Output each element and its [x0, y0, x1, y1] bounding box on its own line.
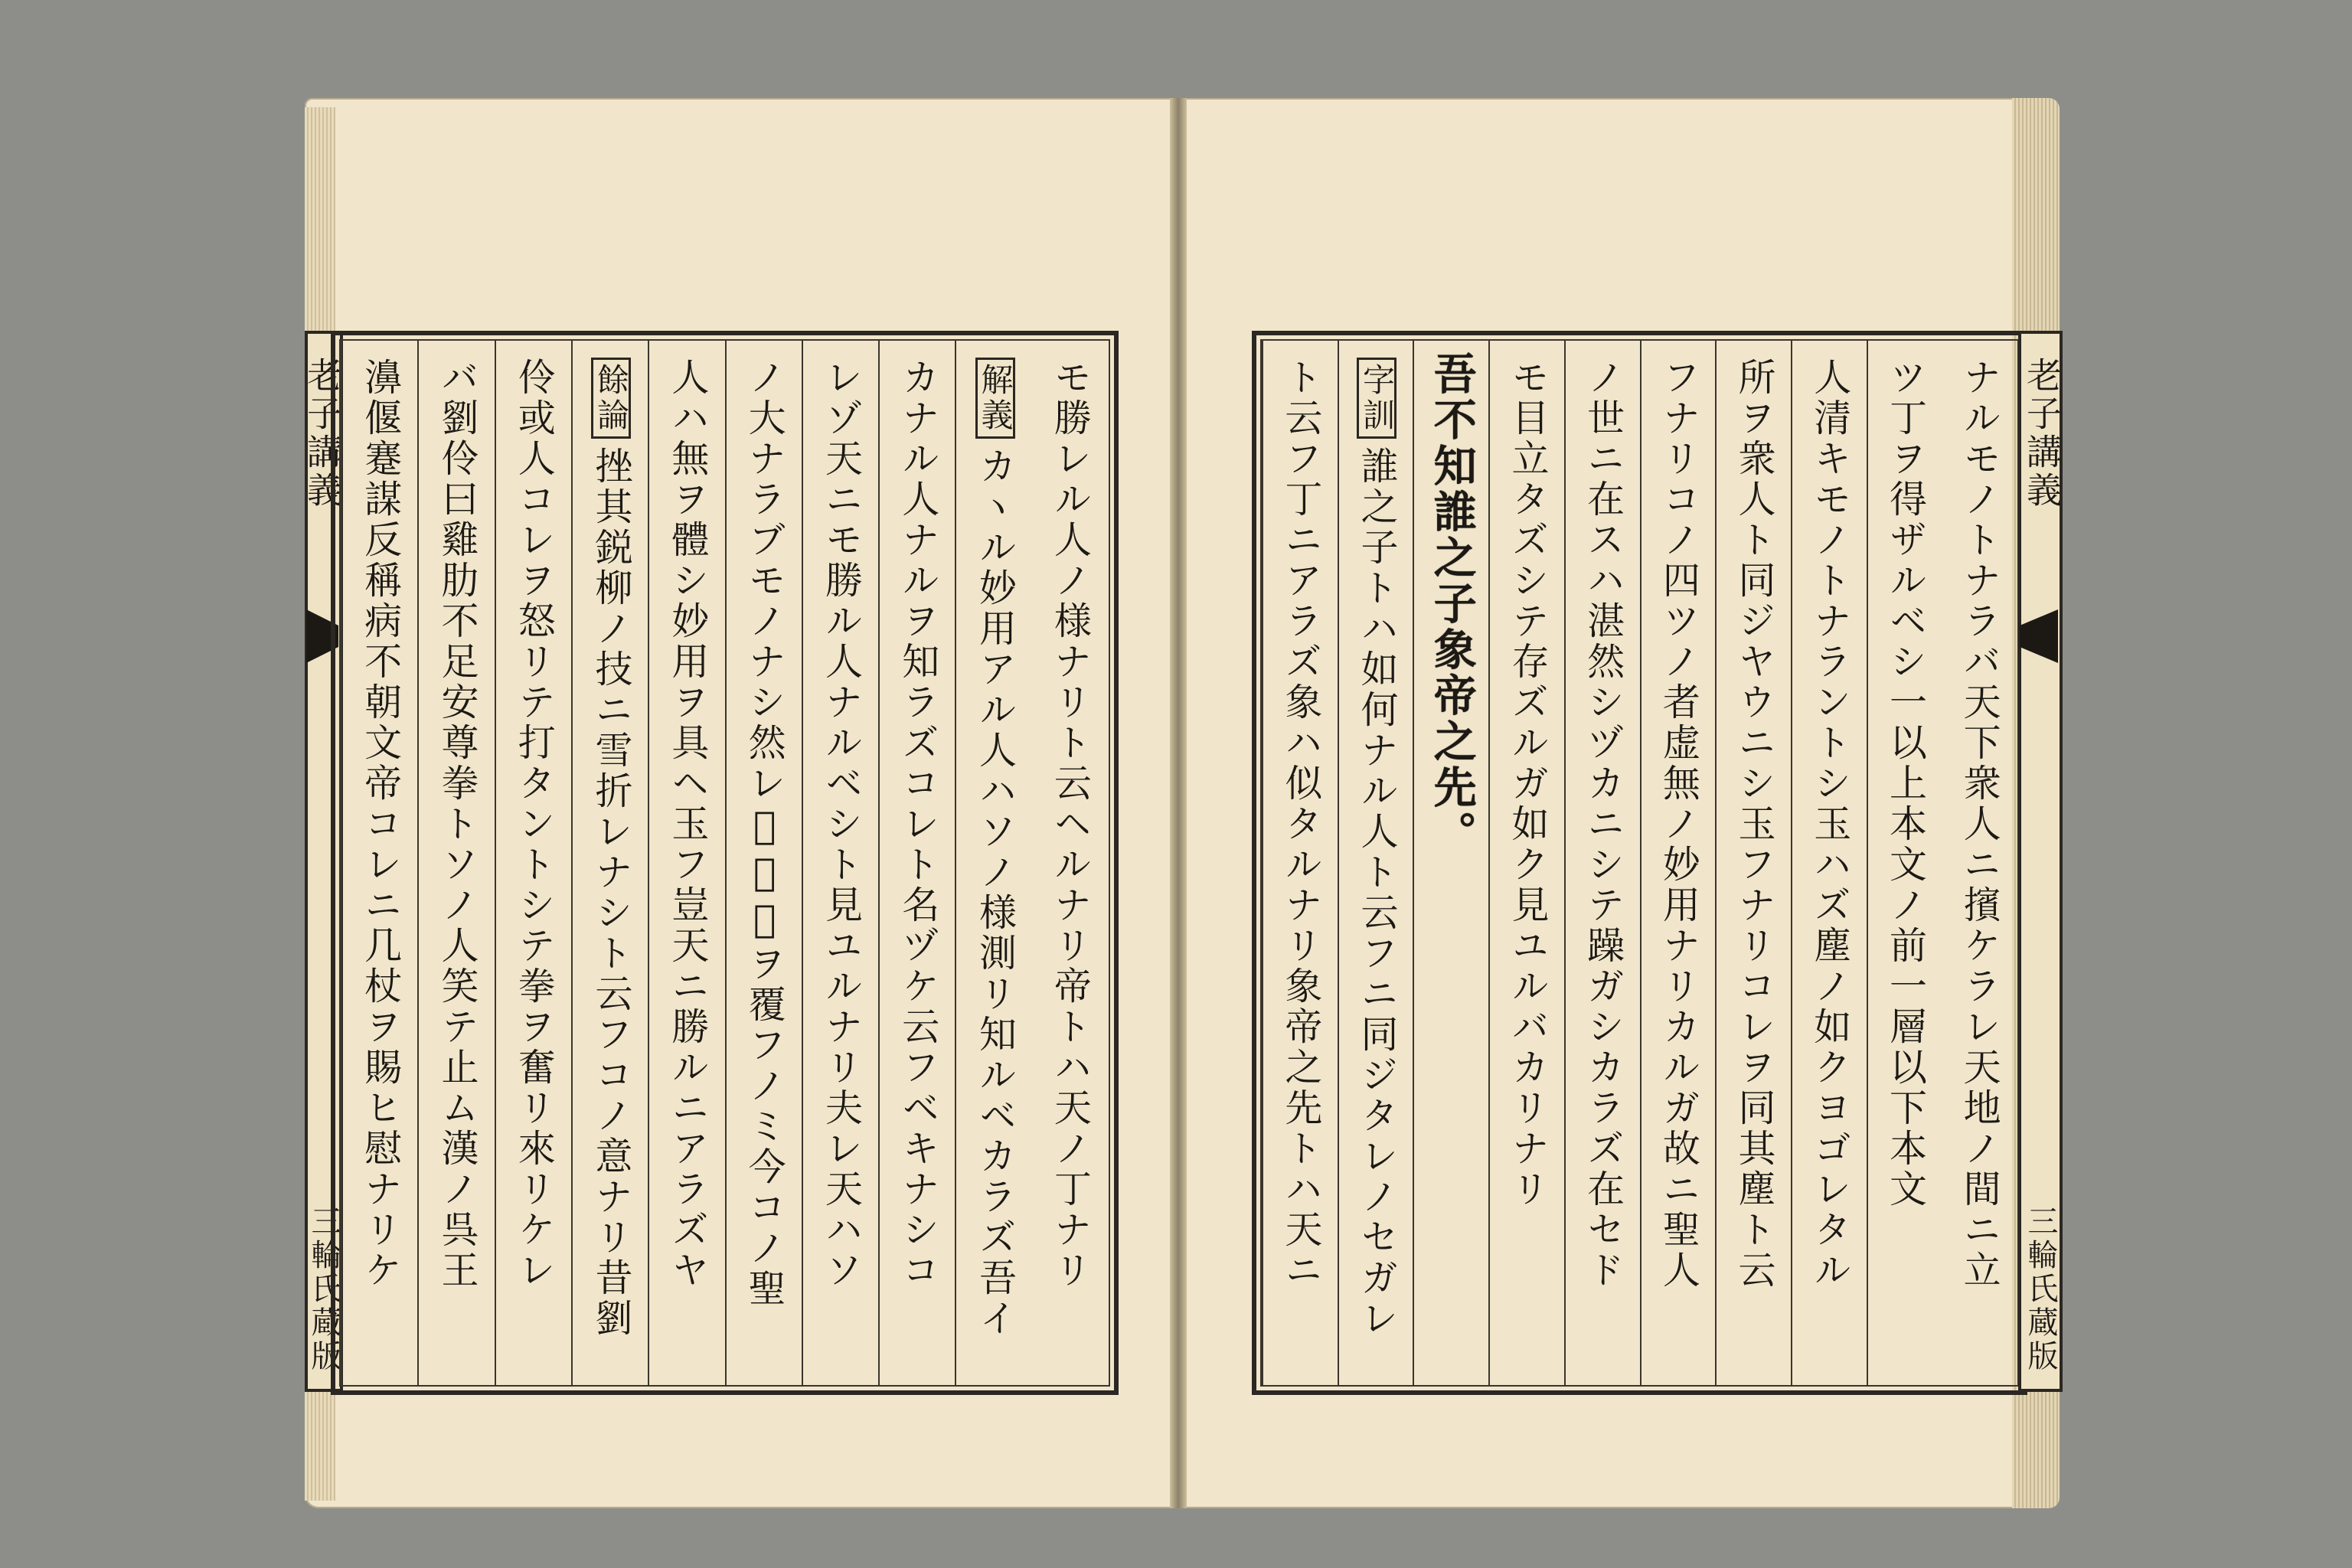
section-marker: 解義 — [975, 358, 1015, 439]
column-text: ノ大ナラブモノナシ然レ𪜈万物ヲ覆フノミ今コノ聖 — [743, 358, 787, 1309]
column-text: バ劉伶曰雞肋不足安尊拳トソノ人笑テ止ム漢ノ呉王 — [435, 358, 479, 1291]
text-column — [341, 341, 419, 1385]
right-hashira-publisher: 三輪氏蔵版 — [2023, 1205, 2058, 1374]
fish-tail-mark — [2020, 609, 2058, 663]
text-column — [955, 341, 1033, 1385]
text-column — [1488, 341, 1566, 1385]
text-column — [802, 341, 880, 1385]
right-hashira-title: 老子講義 — [2021, 357, 2063, 510]
column-text: モ目立タズシテ存ズルガ如ク見ユルバカリナリ — [1505, 358, 1550, 1210]
text-column — [725, 341, 803, 1385]
column-text: ツ丁ヲ得ザルベシ一以上本文ノ前一層以下本文 — [1883, 358, 1928, 1210]
right-hashira — [2018, 331, 2063, 1392]
right-text-frame — [1252, 331, 2027, 1395]
column-text: 人清キモノトナラントシ玉ハズ塵ノ如クヨゴレタル — [1808, 358, 1852, 1291]
text-column — [1564, 341, 1642, 1385]
text-column — [1942, 341, 2017, 1385]
text-column — [648, 341, 726, 1385]
text-column — [1640, 341, 1717, 1385]
text-column — [495, 341, 573, 1385]
book-gutter — [1170, 98, 1187, 1508]
column-text: レゾ天ニモ勝ル人ナルベシト見ユルナリ夫レ天ハソ — [819, 358, 864, 1291]
left-hashira-title: 老子講義 — [302, 357, 343, 510]
column-text: 伶或人コレヲ怒リテ打タントシテ拳ヲ奮リ來リケレ — [512, 358, 557, 1291]
left-columns — [339, 339, 1110, 1387]
column-text: フナリコノ四ツノ者虚無ノ妙用ナリカルガ故ニ聖人 — [1657, 358, 1701, 1291]
column-text: カナル人ナルヲ知ラズコレト名ヅケ云フベキナシコ — [896, 358, 940, 1291]
column-text: カヽル妙用アル人ハソノ様測リ知ルベカラズ吾イ — [973, 446, 1018, 1339]
section-marker: 字訓 — [1357, 358, 1396, 439]
text-column — [878, 341, 956, 1385]
column-text: モ勝レル人ノ様ナリト云ヘルナリ帝トハ天ノ丁ナリ — [1048, 358, 1093, 1291]
column-text: 濞偃蹇謀反稱病不朝文帝コレニ几杖ヲ賜ヒ慰ナリケ — [358, 358, 403, 1291]
text-column — [1867, 341, 1944, 1385]
left-text-frame — [331, 331, 1119, 1395]
column-text: ナルモノトナラバ天下衆人ニ擯ケラレ天地ノ間ニ立 — [1958, 358, 2002, 1291]
text-column — [1413, 341, 1490, 1385]
verse-heading: 吾不知誰之子象帝之先。 — [1426, 351, 1478, 857]
text-column — [1262, 341, 1339, 1385]
column-text: 所ヲ衆人ト同ジヤウニシ玉フナリコレヲ同其塵ト云 — [1733, 358, 1777, 1291]
text-column — [1338, 341, 1415, 1385]
column-text: 挫其鋭柳ノ技ニ雪折レナシト云フコノ意ナリ昔劉 — [590, 446, 634, 1339]
text-column — [1791, 341, 1868, 1385]
text-column — [571, 341, 649, 1385]
column-text: ノ世ニ在スハ湛然シヅカニシテ躁ガシカラズ在セド — [1581, 358, 1625, 1291]
text-column — [1032, 341, 1109, 1385]
column-text: 誰之子トハ如何ナル人ト云フニ同ジタレノセガレ — [1355, 446, 1400, 1339]
column-text: ト云フ丁ニアラズ象ハ似タルナリ象帝之先トハ天ニ — [1279, 358, 1323, 1291]
text-column — [1715, 341, 1792, 1385]
text-column — [417, 341, 495, 1385]
column-text: 人ハ無ヲ體シ妙用ヲ具ヘ玉フ豈天ニ勝ルニアラズヤ — [665, 358, 710, 1291]
left-hashira-publisher: 三輪氏蔵版 — [306, 1205, 341, 1374]
right-columns — [1260, 339, 2019, 1387]
section-marker: 餘論 — [591, 358, 631, 439]
